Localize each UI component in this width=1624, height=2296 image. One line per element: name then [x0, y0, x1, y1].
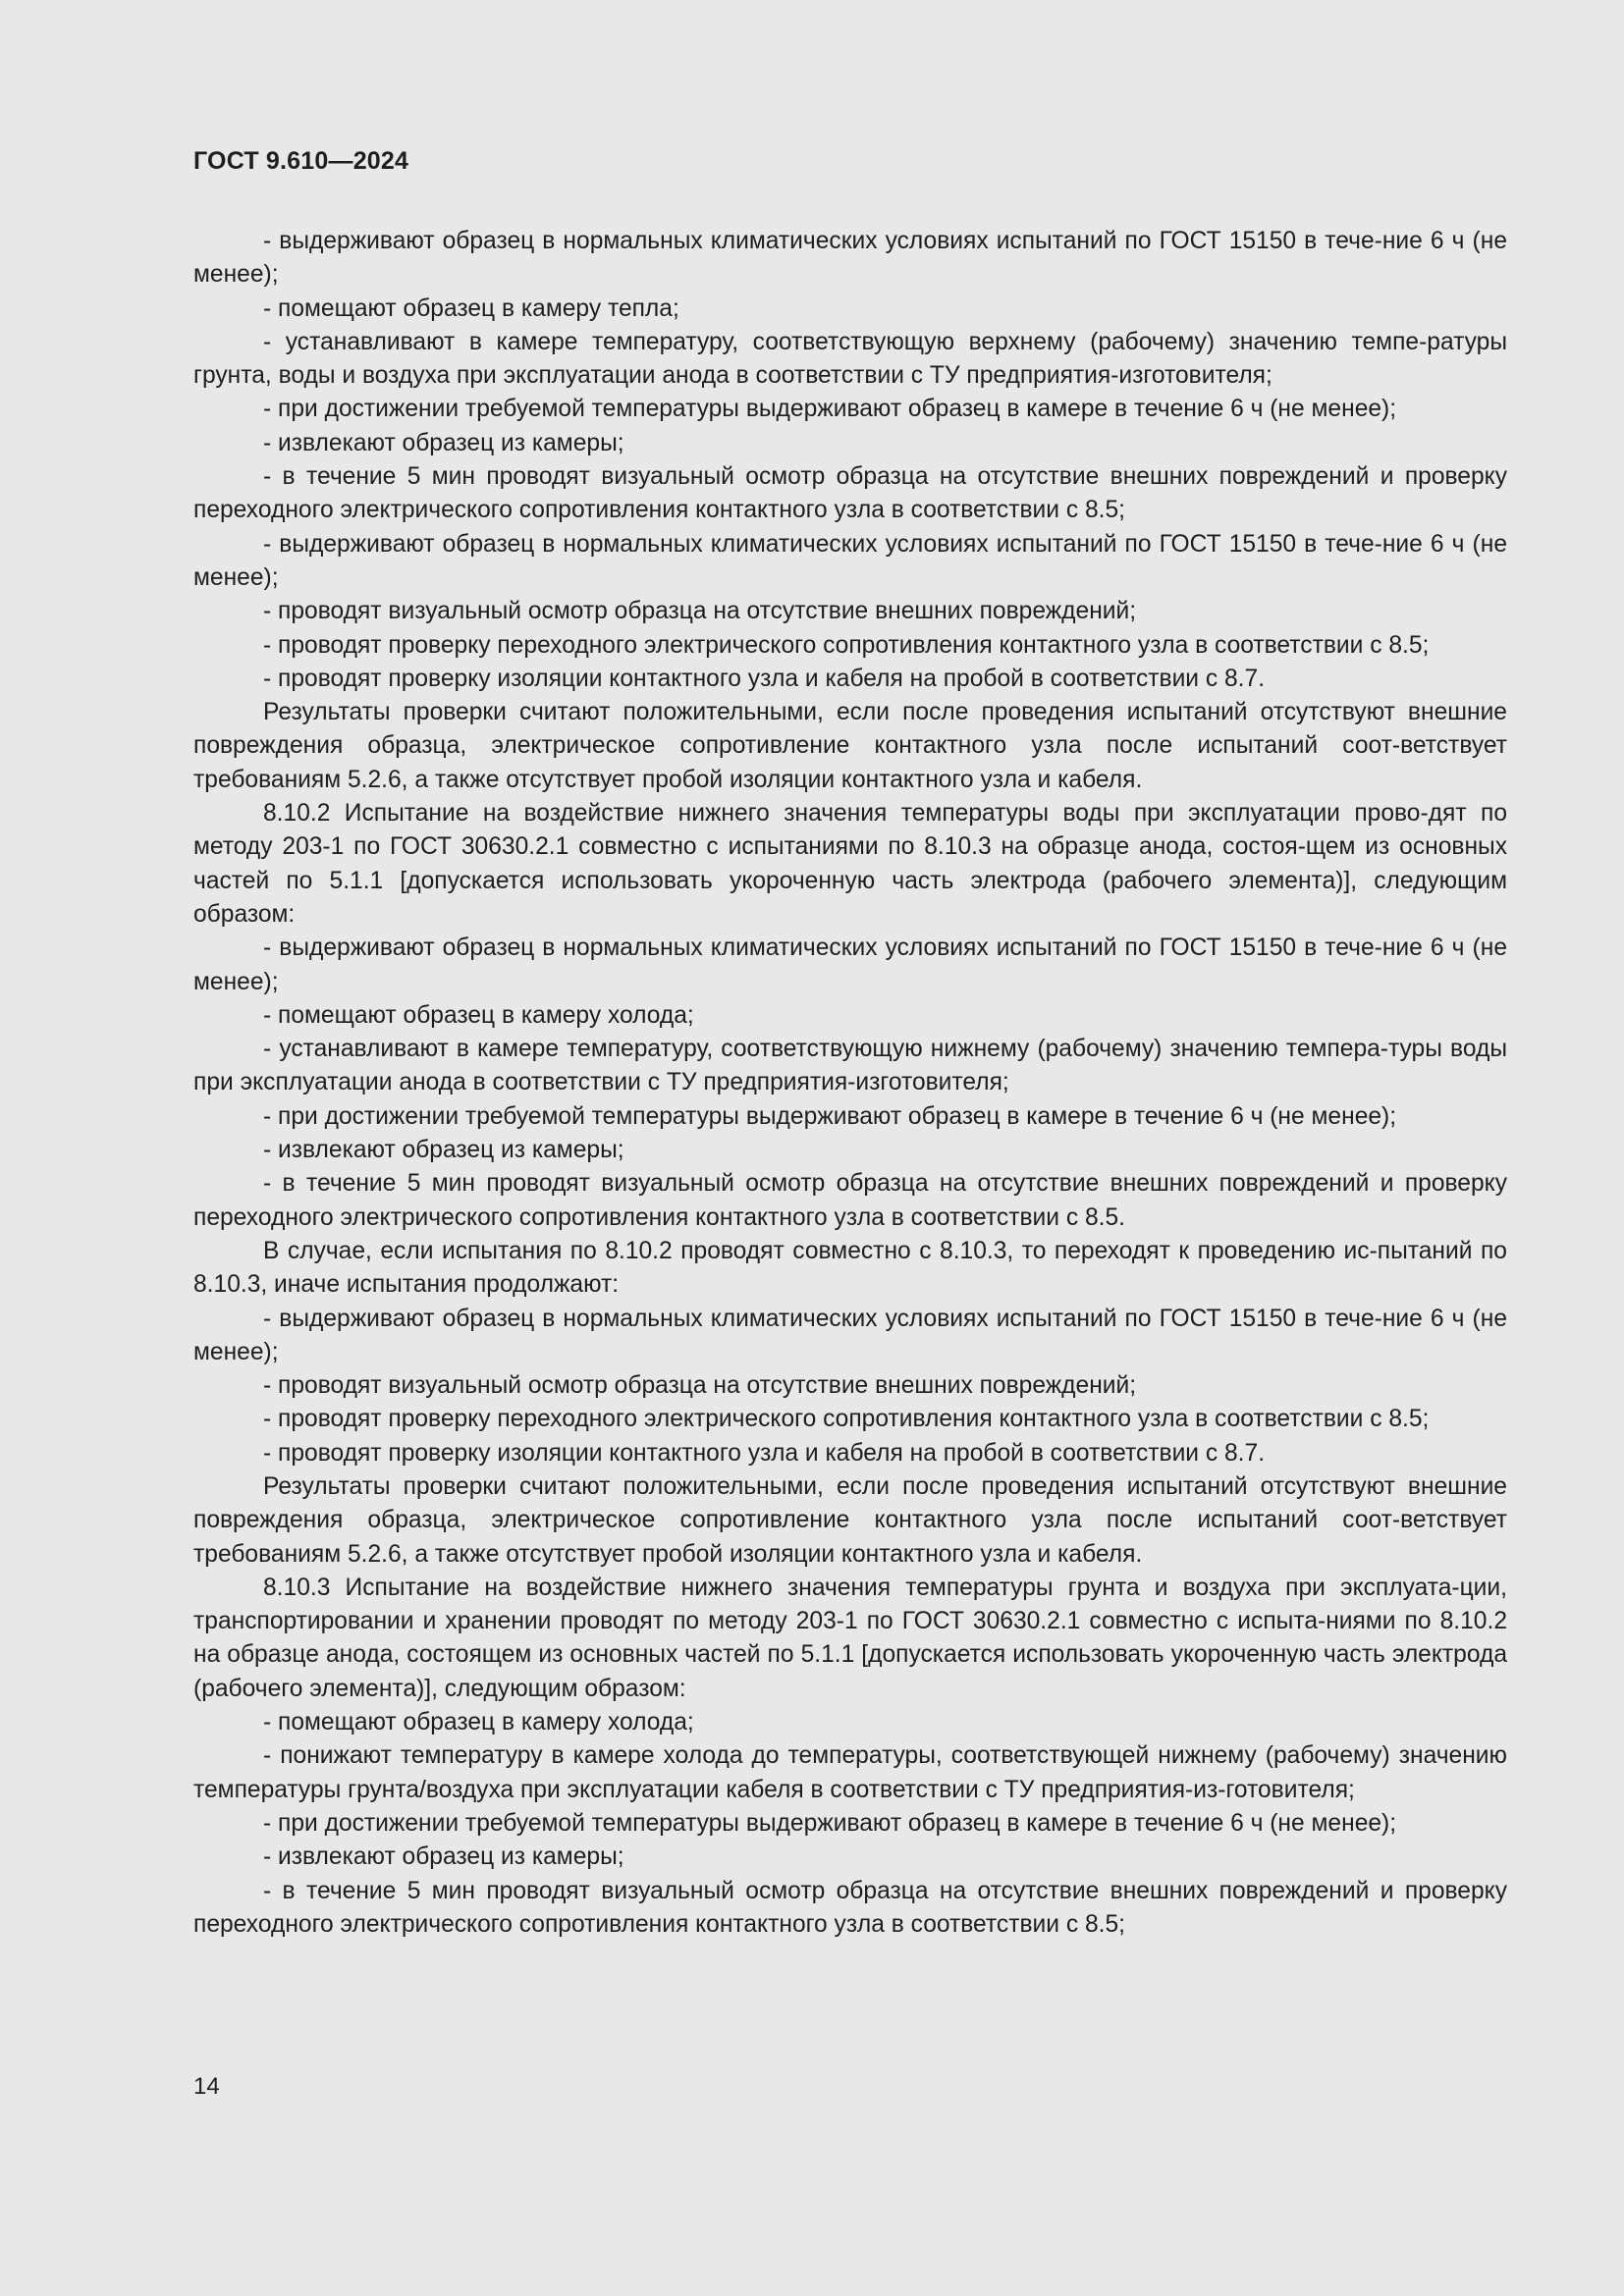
- paragraph: - выдерживают образец в нормальных климатических условиях испытаний по ГОСТ 15150 в тече-ние 6 ч (не менее);: [193, 228, 1507, 289]
- paragraph: - проводят визуальный осмотр образца на отсутствие внешних повреждений;: [263, 598, 1137, 625]
- paragraph: - извлекают образец из камеры;: [263, 1843, 624, 1871]
- paragraph: Результаты проверки считают положительными, если после проведения испытаний отсутствуют внешние повреждения образца, электрическое сопротивление контактного узла после испытаний соот-ветствует требованиям 5.2.6, а также отсутствует пробой изоляции контактного узла и кабеля.: [193, 699, 1507, 793]
- body-text: [193, 225, 1507, 1942]
- paragraph: - в течение 5 мин проводят визуальный осмотр образца на отсутствие внешних повреждений и проверку переходного электрического сопротивления контактного узла в соответствии с 8.5;: [193, 463, 1507, 524]
- paragraph: - проводят проверку изоляции контактного узла и кабеля на пробой в соответствии с 8.7.: [263, 665, 1266, 692]
- paragraph: Результаты проверки считают положительными, если после проведения испытаний отсутствуют внешние повреждения образца, электрическое сопротивление контактного узла после испытаний соот-ветствует требованиям 5.2.6, а также отсутствует пробой изоляции контактного узла и кабеля.: [193, 1472, 1507, 1568]
- paragraph: - помещают образец в камеру холода;: [263, 1001, 694, 1029]
- paragraph: 8.10.2 Испытание на воздействие нижнего значения температуры воды при эксплуатации прово-дят по методу 203-1 по ГОСТ 30630.2.1 совместно с испытаниями по 8.10.3 на образце анода, состоя-щем из основных частей по 5.1.1 [допускается использовать укороченную часть электрода (рабочего элемента)], следующим образом:: [193, 800, 1507, 928]
- paragraph: - понижают температуру в камере холода до температуры, соответствующей нижнему (рабочему) значению температуры грунта/воздуха при эксплуатации кабеля в соответствии с ТУ предприятия-из-готовителя;: [193, 1742, 1507, 1803]
- paragraph: - устанавливают в камере температуру, соответствующую нижнему (рабочему) значению темпера-туры воды при эксплуатации анода в соответствии с ТУ предприятия-изготовителя;: [193, 1036, 1507, 1096]
- paragraph: - помещают образец в камеру холода;: [263, 1709, 694, 1736]
- paragraph: - в течение 5 мин проводят визуальный осмотр образца на отсутствие внешних повреждений и проверку переходного электрического сопротивления контактного узла в соответствии с 8.5;: [193, 1877, 1507, 1938]
- paragraph: - помещают образец в камеру тепла;: [263, 294, 679, 322]
- paragraph: - проводят проверку переходного электрического сопротивления контактного узла в соответствии с 8.5;: [263, 631, 1430, 659]
- page-number: 14: [193, 2073, 220, 2100]
- paragraph: - при достижении требуемой температуры выдерживают образец в камере в течение 6 ч (не менее);: [263, 1102, 1397, 1130]
- paragraph: - при достижении требуемой температуры выдерживают образец в камере в течение 6 ч (не менее);: [263, 1809, 1397, 1837]
- paragraph: - выдерживают образец в нормальных климатических условиях испытаний по ГОСТ 15150 в тече-ние 6 ч (не менее);: [193, 934, 1507, 995]
- paragraph: - проводят визуальный осмотр образца на отсутствие внешних повреждений;: [263, 1372, 1137, 1400]
- paragraph: - извлекают образец из камеры;: [263, 1137, 624, 1164]
- paragraph: - выдерживают образец в нормальных климатических условиях испытаний по ГОСТ 15150 в тече-ние 6 ч (не менее);: [193, 530, 1507, 591]
- paragraph: В случае, если испытания по 8.10.2 проводят совместно с 8.10.3, то переходят к проведению ис-пытаний по 8.10.3, иначе испытания продолжают:: [193, 1237, 1507, 1299]
- paragraph: - извлекают образец из камеры;: [263, 429, 624, 456]
- paragraph: - при достижении требуемой температуры выдерживают образец в камере в течение 6 ч (не менее);: [263, 396, 1397, 423]
- standard-designation: ГОСТ 9.610—2024: [193, 147, 409, 175]
- paragraph: - в течение 5 мин проводят визуальный осмотр образца на отсутствие внешних повреждений и проверку переходного электрического сопротивления контактного узла в соответствии с 8.5.: [193, 1170, 1507, 1231]
- paragraph: - проводят проверку переходного электрического сопротивления контактного узла в соответствии с 8.5;: [263, 1406, 1430, 1433]
- paragraph: 8.10.3 Испытание на воздействие нижнего значения температуры грунта и воздуха при эксплуата-ции, транспортировании и хранении проводят по методу 203-1 по ГОСТ 30630.2.1 совместно с испыта-ниями по 8.10.2 на образце анода, состоящем из основных частей по 5.1.1 [допускается использовать укороченную часть электрода (рабочего элемента)], следующим образом:: [193, 1574, 1507, 1702]
- paragraph: - выдерживают образец в нормальных климатических условиях испытаний по ГОСТ 15150 в тече-ние 6 ч (не менее);: [193, 1305, 1507, 1365]
- paragraph: - устанавливают в камере температуру, соответствующую верхнему (рабочему) значению темпе-ратуры грунта, воды и воздуха при эксплуатации анода в соответствии с ТУ предприятия-изготовителя;: [193, 328, 1507, 390]
- paragraph: - проводят проверку изоляции контактного узла и кабеля на пробой в соответствии с 8.7.: [263, 1439, 1266, 1467]
